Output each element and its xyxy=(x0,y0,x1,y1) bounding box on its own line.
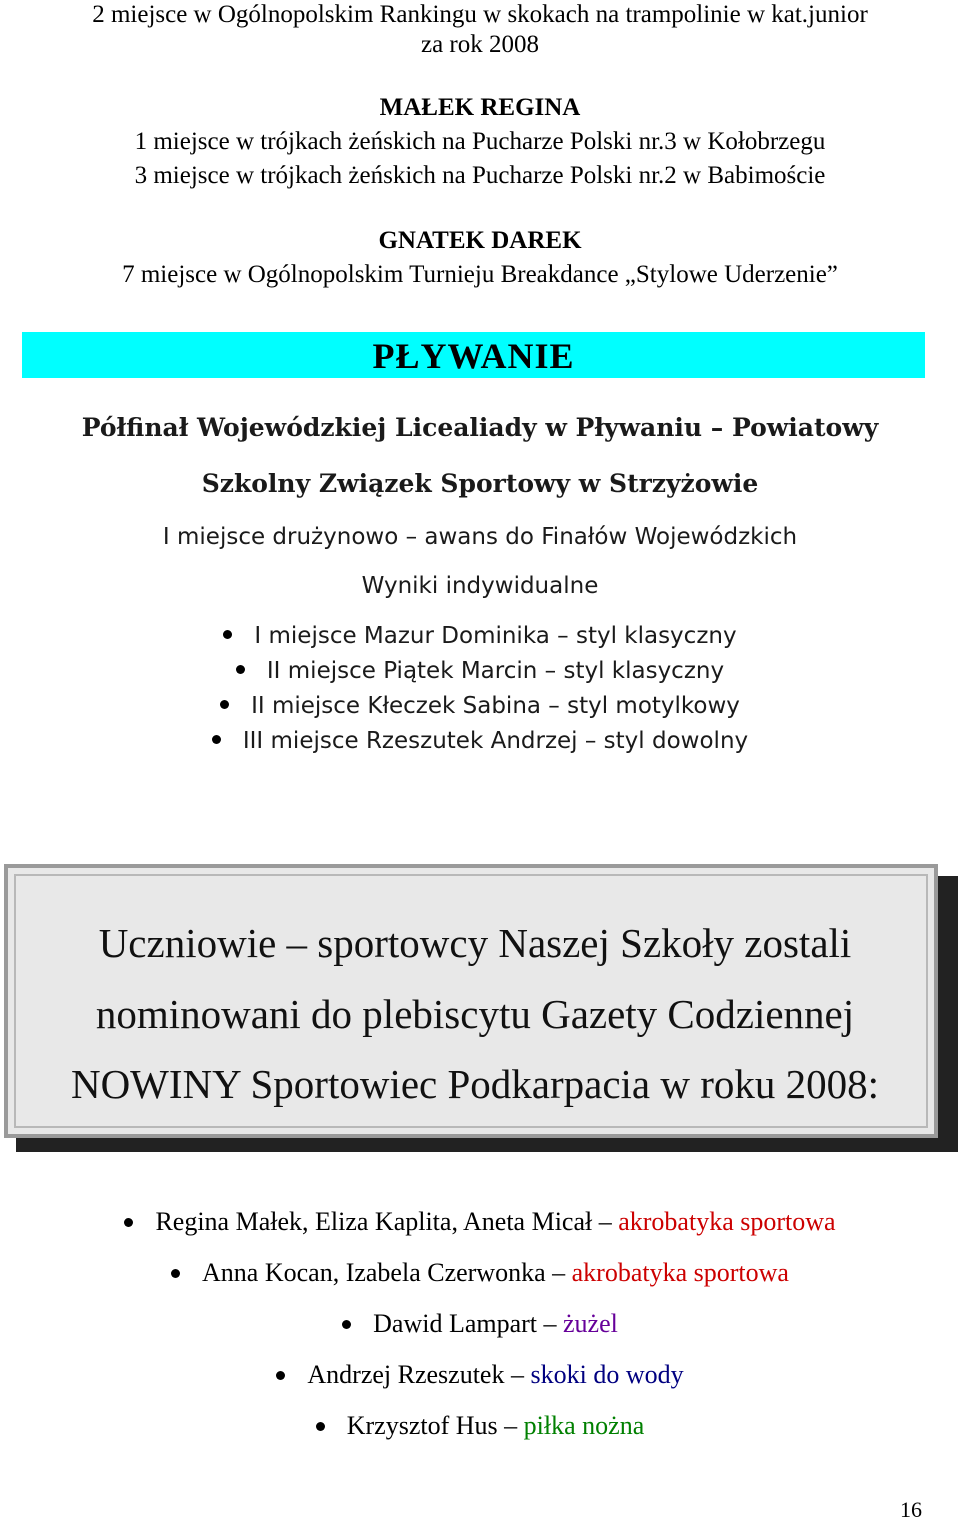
sport-label: akrobatyka sportowa xyxy=(571,1258,789,1287)
list-item: Andrzej Rzeszutek – skoki do wody xyxy=(0,1349,960,1400)
list-item: III miejsce Rzeszutek Andrzej – styl dowolny xyxy=(0,724,960,759)
individual-results-heading: Wyniki indywidualne xyxy=(361,573,599,599)
malek-result-1: 1 miejsce w trójkach żeńskich na Pucharze Polski nr.3 w Kołobrzegu xyxy=(134,128,826,155)
competition-title-line-2: Szkolny Związek Sportowy w Strzyżowie xyxy=(201,469,759,498)
bullet-icon xyxy=(124,1218,133,1227)
sport-label: skoki do wody xyxy=(530,1360,684,1389)
competition-title-line-1: Półfinał Wojewódzkiej Licealiady w Pływaniu – Powiatowy xyxy=(81,413,879,442)
section-banner xyxy=(22,332,925,378)
list-item: Krzysztof Hus – piłka nożna xyxy=(0,1400,960,1451)
bullet-icon xyxy=(212,735,221,744)
bullet-icon xyxy=(223,630,232,639)
bullet-icon xyxy=(342,1320,351,1329)
bullet-icon xyxy=(276,1371,285,1380)
list-item: Dawid Lampart – żużel xyxy=(0,1298,960,1349)
sport-label: piłka nożna xyxy=(523,1411,645,1440)
nomination-line-3: NOWINY Sportowiec Podkarpacia w roku 2008: xyxy=(70,1061,880,1107)
athlete-name-malek: MAŁEK REGINA xyxy=(379,94,581,121)
sport-label: żużel xyxy=(563,1309,618,1338)
nomination-line-1: Uczniowie – sportowcy Naszej Szkoły zostali xyxy=(98,920,852,966)
page-number: 16 xyxy=(900,1497,922,1522)
nomination-line-2: nominowani do plebiscytu Gazety Codziennej xyxy=(95,991,855,1037)
list-item: I miejsce Mazur Dominika – styl klasyczny xyxy=(0,619,960,654)
sport-label: akrobatyka sportowa xyxy=(618,1207,836,1236)
list-item: Regina Małek, Eliza Kaplita, Aneta Micał – akrobatyka sportowa xyxy=(0,1196,960,1247)
team-result: I miejsce drużynowo – awans do Finałów Wojewódzkich xyxy=(162,524,798,550)
gnatek-result-1: 7 miejsce w Ogólnopolskim Turnieju Breakdance „Stylowe Uderzenie” xyxy=(122,261,838,288)
individual-results-list xyxy=(0,619,960,759)
bullet-icon xyxy=(220,700,229,709)
list-item: II miejsce Kłeczek Sabina – styl motylkowy xyxy=(0,689,960,724)
athlete-name-gnatek: GNATEK DAREK xyxy=(378,227,582,254)
bullet-icon xyxy=(316,1422,325,1431)
list-item: II miejsce Piątek Marcin – styl klasyczny xyxy=(0,654,960,689)
bullet-icon xyxy=(236,665,245,674)
ranking-line: 2 miejsce w Ogólnopolskim Rankingu w skokach na trampolinie w kat.junior xyxy=(92,1,868,28)
ranking-year-line: za rok 2008 xyxy=(420,31,540,58)
list-item: Anna Kocan, Izabela Czerwonka – akrobatyka sportowa xyxy=(0,1247,960,1298)
section-title: PŁYWANIE xyxy=(372,336,575,376)
nomination-box xyxy=(4,864,938,1138)
bullet-icon xyxy=(171,1269,180,1278)
malek-result-2: 3 miejsce w trójkach żeńskich na Pucharze Polski nr.2 w Babimoście xyxy=(134,162,826,189)
nominees-list xyxy=(0,1196,960,1451)
